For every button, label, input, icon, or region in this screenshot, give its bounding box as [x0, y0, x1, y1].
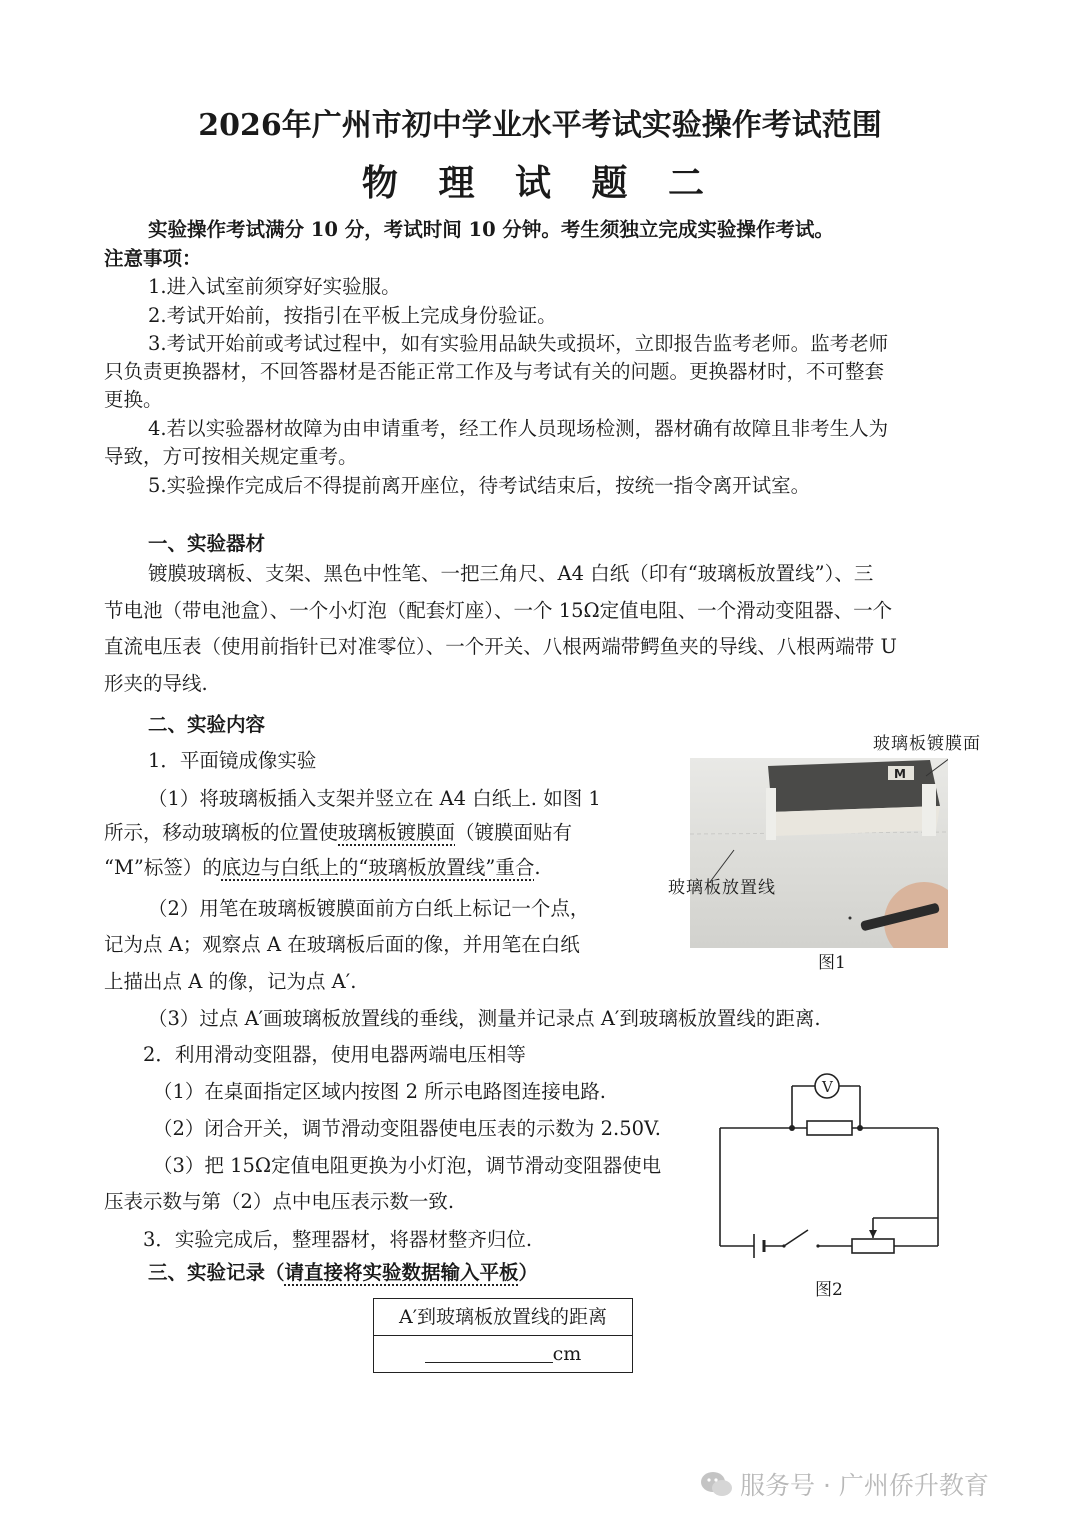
exp1-step1-line3 [104, 854, 541, 882]
exp1-title: 1．平面镜成像实验 [148, 749, 317, 772]
emphasis-coated-side: 玻璃板镀膜面 [338, 821, 456, 844]
section1-heading: 一、实验器材 [148, 532, 266, 555]
note-2: 2.考试开始前，按指引在平板上完成身份验证。 [148, 304, 557, 327]
emphasis-bottom-edge: 底边与白纸上的“玻璃板放置线”重合 [221, 856, 535, 879]
note-1: 1.进入试室前须穿好实验服。 [148, 275, 401, 298]
notes-title: 注意事项： [104, 247, 202, 270]
record-table-header: A′到玻璃板放置线的距离 [374, 1299, 632, 1336]
figure2-caption: 图2 [815, 1280, 843, 1300]
footer-text: 服务号 · 广州侨升教育 [740, 1471, 989, 1500]
figure1-label-placement-line: 玻璃板放置线 [668, 878, 776, 898]
exp1-step1-line1: （1）将玻璃板插入支架并竖立在 A4 白纸上. 如图 1 [148, 787, 601, 810]
note-5: 5.实验操作完成后不得提前离开座位，待考试结束后，按统一指令离开试室。 [148, 474, 811, 497]
record-table [373, 1298, 633, 1373]
rheostat-symbol [852, 1239, 894, 1253]
section3-heading-start: 三、实验记录（ [148, 1261, 285, 1284]
exp1-step1-label-text: “M”标签）的 [104, 856, 222, 879]
exp3-text: 3．实验完成后，整理器材，将器材整齐归位. [143, 1228, 533, 1251]
equipment-line-2: 节电池（带电池盒）、一个小灯泡（配套灯座）、一个 15Ω定值电阻、一个滑动变阻器、一个 [104, 599, 893, 622]
exp2-step3-line1: （3）把 15Ω定值电阻更换为小灯泡，调节滑动变阻器使电 [153, 1154, 662, 1177]
answer-blank [425, 1340, 553, 1363]
exp1-step1-period: . [534, 856, 541, 879]
section2-heading: 二、实验内容 [148, 713, 266, 736]
exp2-step3-line2: 压表示数与第（2）点中电压表示数一致. [104, 1190, 455, 1213]
note-4-line2: 导致，方可按相关规定重考。 [104, 445, 358, 468]
exp1-step2-line3: 上描出点 A 的像，记为点 A′. [104, 970, 357, 993]
exam-intro: 实验操作考试满分 10 分，考试时间 10 分钟。考生须独立完成实验操作考试。 [148, 218, 834, 241]
section3-emphasis: 请直接将实验数据输入平板 [284, 1261, 519, 1284]
footer-watermark [700, 1466, 989, 1502]
resistor-symbol [807, 1121, 852, 1135]
note-3-line3: 更换。 [104, 388, 163, 411]
exp2-step1: （1）在桌面指定区域内按图 2 所示电路图连接电路. [153, 1080, 606, 1103]
exp1-step1-line2 [104, 819, 572, 847]
voltmeter-label: V [822, 1078, 833, 1096]
note-3-line2: 只负责更换器材，不回答器材是否能正常工作及与考试有关的问题。更换器材时，不可整套 [104, 360, 885, 383]
exp1-step1-text-end: （镀膜面贴有 [455, 821, 573, 844]
wechat-icon [700, 1469, 734, 1499]
section3-heading-end: ） [518, 1261, 539, 1284]
m-sticker: M [894, 767, 906, 781]
figure1-label-coated-side: 玻璃板镀膜面 [873, 734, 981, 754]
exp1-step2-line2: 记为点 A；观察点 A 在玻璃板后面的像，并用笔在白纸 [104, 933, 580, 956]
section3-heading [148, 1259, 538, 1287]
figure1-illustration [690, 758, 948, 948]
note-4-line1: 4.若以实验器材故障为由申请重考，经工作人员现场检测，器材确有故障且非考生人为 [148, 417, 889, 440]
equipment-line-4: 形夹的导线. [104, 672, 208, 695]
equipment-line-1: 镀膜玻璃板、支架、黑色中性笔、一把三角尺、A4 白纸（印有“玻璃板放置线”）、三 [148, 562, 874, 585]
exp1-step3: （3）过点 A′画玻璃板放置线的垂线，测量并记录点 A′到玻璃板放置线的距离. [148, 1007, 821, 1030]
exp2-title: 2．利用滑动变阻器，使用电器两端电压相等 [143, 1043, 526, 1066]
equipment-line-3: 直流电压表（使用前指针已对准零位）、一个开关、八根两端带鳄鱼夹的导线、八根两端带 U [104, 635, 897, 658]
unit-label: cm [552, 1343, 582, 1365]
figure1-caption: 图1 [818, 953, 846, 973]
exp1-step1-text: 所示，移动玻璃板的位置使 [104, 821, 339, 844]
figure1-photo [690, 758, 948, 948]
note-3-line1: 3.考试开始前或考试过程中，如有实验用品缺失或损坏，立即报告监考老师。监考老师 [148, 332, 889, 355]
exp2-step2: （2）闭合开关，调节滑动变阻器使电压表的示数为 2.50V. [153, 1117, 661, 1140]
page-title: 2026年广州市初中学业水平考试实验操作考试范围 [198, 108, 882, 143]
page-subtitle: 物 理 试 题 二 [361, 162, 719, 204]
record-table-answer-row [374, 1336, 632, 1372]
exp1-step2-line1: （2）用笔在玻璃板镀膜面前方白纸上标记一个点， [148, 897, 590, 920]
figure2-circuit [712, 1066, 952, 1266]
